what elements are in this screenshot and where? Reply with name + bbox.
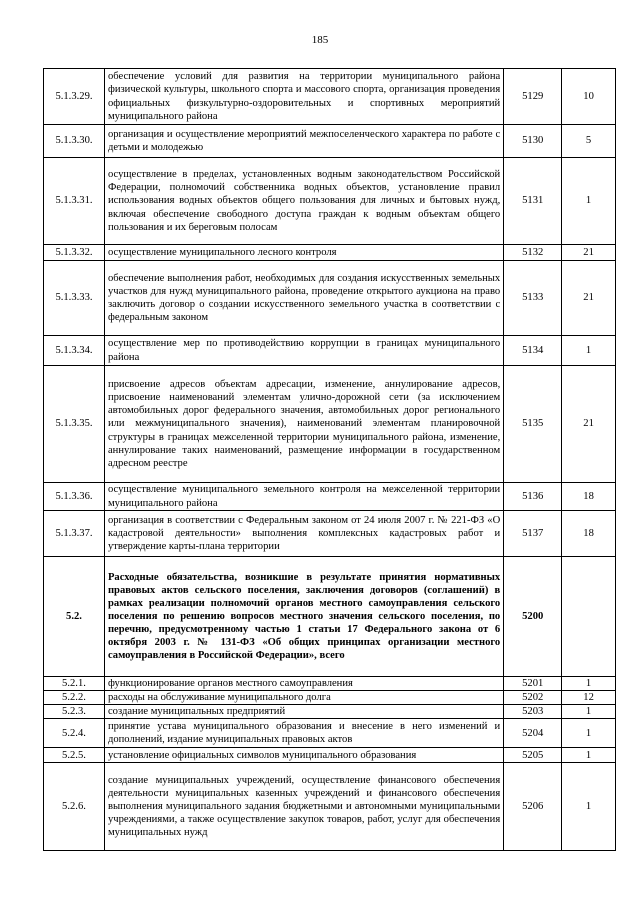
row-code: 5.2.4. <box>44 719 105 748</box>
row-line-number: 5129 <box>504 69 562 125</box>
row-value: 5 <box>562 125 616 158</box>
row-description: установление официальных символов муниципального образования <box>104 748 503 763</box>
row-code: 5.1.3.31. <box>44 158 105 245</box>
table-row <box>44 705 616 719</box>
row-code: 5.2. <box>44 557 105 677</box>
row-line-number: 5204 <box>504 719 562 748</box>
row-description: осуществление муниципального лесного контроля <box>104 245 503 261</box>
table-row <box>44 748 616 763</box>
row-value: 1 <box>562 158 616 245</box>
row-value: 1 <box>562 719 616 748</box>
row-code: 5.1.3.32. <box>44 245 105 261</box>
row-line-number: 5136 <box>504 483 562 511</box>
row-code: 5.1.3.37. <box>44 511 105 557</box>
table-row <box>44 719 616 748</box>
table-row <box>44 763 616 851</box>
row-code: 5.1.3.29. <box>44 69 105 125</box>
table-row <box>44 261 616 336</box>
row-value: 1 <box>562 677 616 691</box>
row-line-number: 5205 <box>504 748 562 763</box>
table-row <box>44 125 616 158</box>
row-value: 21 <box>562 245 616 261</box>
row-code: 5.1.3.30. <box>44 125 105 158</box>
row-value: 1 <box>562 705 616 719</box>
table-row <box>44 69 616 125</box>
row-code: 5.2.3. <box>44 705 105 719</box>
row-line-number: 5133 <box>504 261 562 336</box>
table-row <box>44 677 616 691</box>
table-row <box>44 366 616 483</box>
table-row <box>44 691 616 705</box>
row-code: 5.2.1. <box>44 677 105 691</box>
row-value: 18 <box>562 511 616 557</box>
row-value: 10 <box>562 69 616 125</box>
row-value: 1 <box>562 763 616 851</box>
table-row <box>44 511 616 557</box>
row-line-number: 5200 <box>504 557 562 677</box>
row-line-number: 5132 <box>504 245 562 261</box>
table-body <box>44 69 616 851</box>
row-code: 5.1.3.34. <box>44 336 105 366</box>
row-description: присвоение адресов объектам адресации, изменение, аннулирование адресов, присвоение наименований элементам улично-дорожной сети (за исключением автомобильных дорог федерального значения, автомобильных дорог регионального или межмуниципального значения), наименований элементам планировочной структуры в границах межселенной территории муниципального района, изменение, аннулирование таких наименований, размещение информации в государственном адресном реестре <box>104 366 503 483</box>
row-value: 21 <box>562 366 616 483</box>
row-line-number: 5137 <box>504 511 562 557</box>
row-description: функционирование органов местного самоуправления <box>104 677 503 691</box>
table-row-section-total <box>44 557 616 677</box>
row-code: 5.2.6. <box>44 763 105 851</box>
row-line-number: 5201 <box>504 677 562 691</box>
row-value: 1 <box>562 748 616 763</box>
row-description: создание муниципальных предприятий <box>104 705 503 719</box>
row-code: 5.1.3.35. <box>44 366 105 483</box>
row-description: обеспечение условий для развития на территории муниципального района физической культуры, школьного спорта и массового спорта, организация проведения официальных физкультурно-оздоровительных и спортивных мероприятий муниципального района <box>104 69 503 125</box>
row-line-number: 5202 <box>504 691 562 705</box>
row-line-number: 5130 <box>504 125 562 158</box>
page-number: 185 <box>311 34 329 46</box>
row-code: 5.2.5. <box>44 748 105 763</box>
row-description: осуществление мер по противодействию коррупции в границах муниципального района <box>104 336 503 366</box>
row-line-number: 5135 <box>504 366 562 483</box>
row-description: создание муниципальных учреждений, осуществление финансового обеспечения деятельности муниципальных казенных учреждений и финансового обеспечения выполнения муниципального задания бюджетными и автономными муниципальными учреждениями, а также осуществление закупок товаров, работ, услуг для обеспечения муниципальных нужд <box>104 763 503 851</box>
row-value: 12 <box>562 691 616 705</box>
row-line-number: 5203 <box>504 705 562 719</box>
row-line-number: 5134 <box>504 336 562 366</box>
row-value <box>562 557 616 677</box>
obligations-table <box>43 68 616 851</box>
row-line-number: 5206 <box>504 763 562 851</box>
row-value: 1 <box>562 336 616 366</box>
row-code: 5.1.3.33. <box>44 261 105 336</box>
row-description: Расходные обязательства, возникшие в результате принятия нормативных правовых актов сельского поселения, заключения договоров (соглашений) в рамках реализации полномочий органов местного самоуправления сельского поселения по решению вопросов местного значения сельского поселения, по перечню, предусмотренному частью 1 статьи 17 Федерального закона от 6 октября 2003 г. № 131-ФЗ «Об общих принципах организации местного самоуправления в Российской Федерации», всего <box>104 557 503 677</box>
row-code: 5.2.2. <box>44 691 105 705</box>
row-description: принятие устава муниципального образования и внесение в него изменений и дополнений, издание муниципальных правовых актов <box>104 719 503 748</box>
row-code: 5.1.3.36. <box>44 483 105 511</box>
table-row <box>44 245 616 261</box>
table-row <box>44 158 616 245</box>
row-description: организация в соответствии с Федеральным законом от 24 июля 2007 г. № 221-ФЗ «О кадастровой деятельности» выполнения комплексных кадастровых работ и утверждение карты-плана территории <box>104 511 503 557</box>
row-value: 18 <box>562 483 616 511</box>
row-description: расходы на обслуживание муниципального долга <box>104 691 503 705</box>
table-row <box>44 483 616 511</box>
table-row <box>44 336 616 366</box>
row-description: осуществление муниципального земельного контроля на межселенной территории муниципального района <box>104 483 503 511</box>
row-description: осуществление в пределах, установленных водным законодательством Российской Федерации, полномочий собственника водных объектов, установление правил использования водных объектов общего пользования для личных и бытовых нужд, включая обеспечение свободного доступа граждан к водным объектам общего пользования и их береговым полосам <box>104 158 503 245</box>
row-description: обеспечение выполнения работ, необходимых для создания искусственных земельных участков для нужд муниципального района, проведение открытого аукциона на право заключить договор о создании искусственного земельного участка в соответствии с федеральным законом <box>104 261 503 336</box>
row-value: 21 <box>562 261 616 336</box>
row-line-number: 5131 <box>504 158 562 245</box>
row-description: организация и осуществление мероприятий межпоселенческого характера по работе с детьми и молодежью <box>104 125 503 158</box>
